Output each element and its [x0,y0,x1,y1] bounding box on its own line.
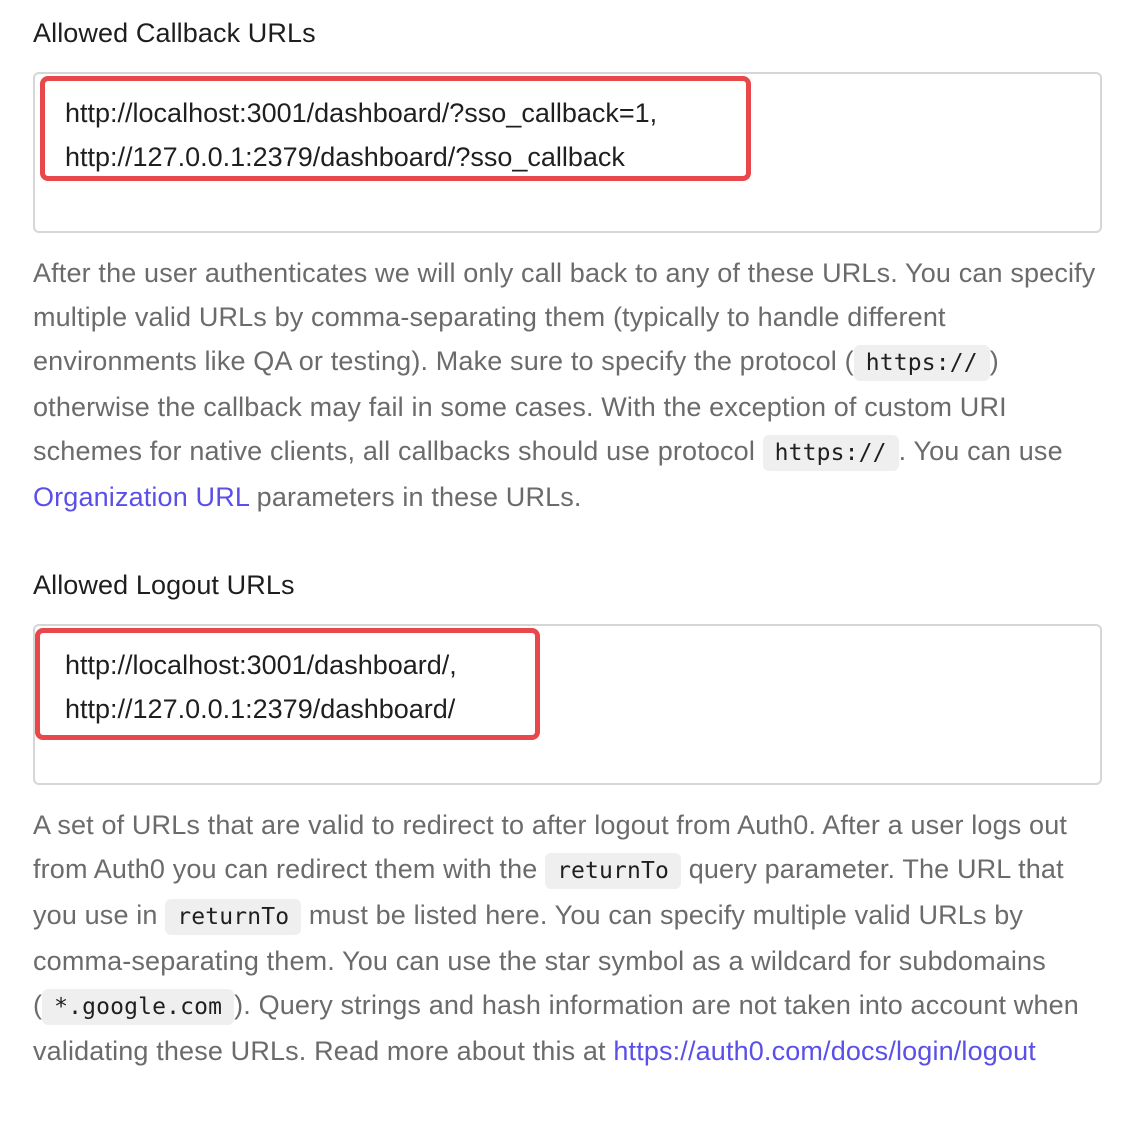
logout-urls-label: Allowed Logout URLs [33,570,295,600]
logout-urls-value [65,643,457,731]
organization-url-link[interactable]: Organization URL [33,482,250,512]
https-code: https:// [854,345,990,381]
help-text: A set of URLs that are valid to redirect to after logout from Auth0. After a user logs out from Auth0 you can redirect them with the [33,810,1068,884]
logout-url-line: http://127.0.0.1:2379/dashboard/ [65,694,456,724]
help-text: query parameter. The URL that you use in [33,854,1064,930]
returnto-code: returnTo [165,899,301,935]
help-text: must be listed here. You can specify multiple valid URLs by comma-separating them. You can use the star symbol as a wildcard for subdomains ( [33,900,1046,1020]
callback-urls-help [33,251,1113,519]
logout-url-line: http://localhost:3001/dashboard/, [65,650,457,680]
logout-docs-link[interactable]: https://auth0.com/docs/login/logout [613,1036,1036,1066]
callback-urls-label: Allowed Callback URLs [33,18,316,48]
returnto-code: returnTo [545,853,681,889]
wildcard-domain-code: *.google.com [42,989,234,1025]
help-text: parameters in these URLs. [249,482,582,512]
logout-urls-help [33,803,1113,1073]
callback-urls-value [65,91,657,179]
help-text: ) otherwise the callback may fail in some cases. With the exception of custom URI schemes for native clients, all callbacks should use protocol [33,346,1007,466]
callback-url-line: http://127.0.0.1:2379/dashboard/?sso_callback [65,142,625,172]
logout-urls-textarea[interactable] [33,624,1102,785]
help-text: After the user authenticates we will only call back to any of these URLs. You can specify multiple valid URLs by comma-separating them (typically to handle different environments like QA or testing). Make sure to specify the protocol ( [33,258,1096,376]
callback-urls-textarea[interactable] [33,72,1102,233]
help-text: . You can use [898,436,1063,466]
callback-url-line: http://localhost:3001/dashboard/?sso_callback=1, [65,98,658,128]
help-text: ). Query strings and hash information are not taken into account when validating these URLs. Read more about this at [33,990,1079,1066]
https-code: https:// [763,435,899,471]
